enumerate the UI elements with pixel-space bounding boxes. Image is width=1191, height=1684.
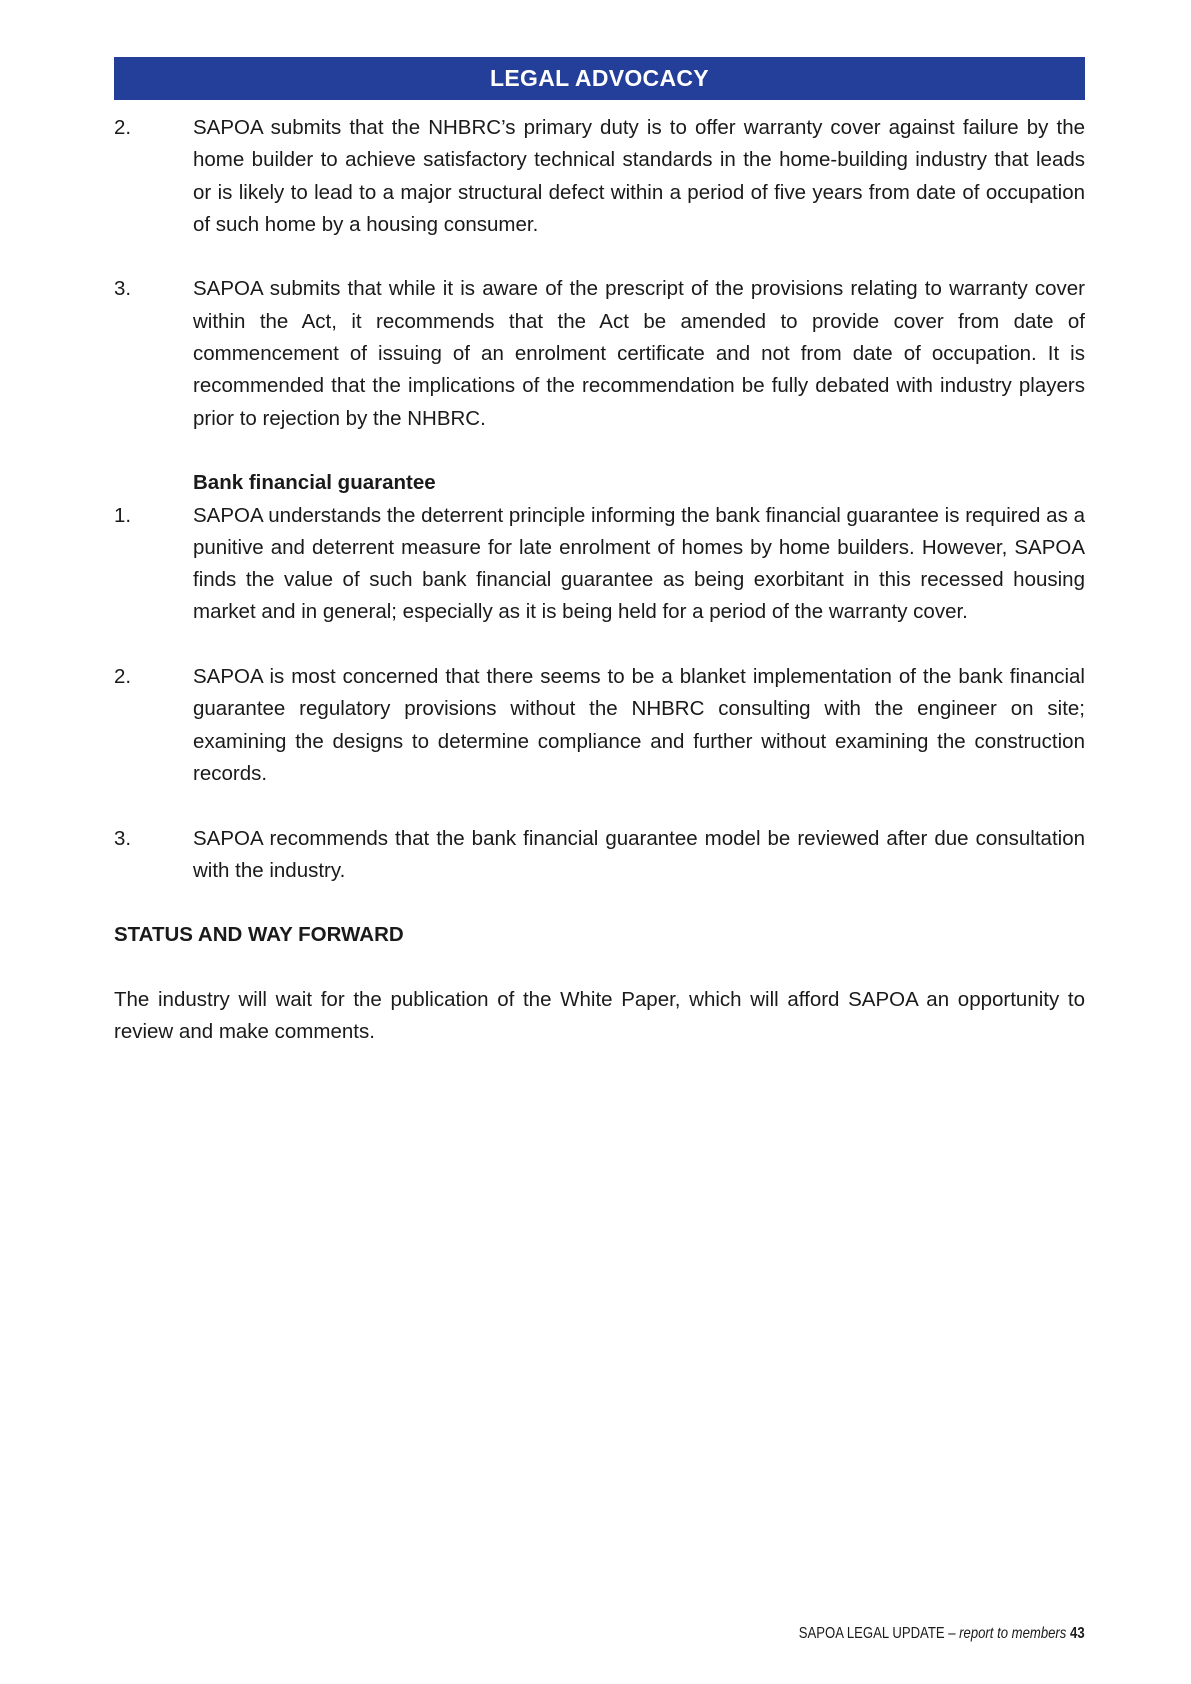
list-item-text: SAPOA submits that the NHBRC’s primary duty is to offer warranty cover against failure by the home builder to achieve satisfactory technical standards in the home-building industry that leads or is likely to lead to a major structural defect within a period of five years from date of occupation of such home by a housing consumer. — [193, 116, 1085, 236]
section-banner — [114, 57, 1085, 100]
footer-dash: – — [944, 1625, 960, 1642]
list-item — [114, 500, 1085, 629]
list-item-number: 1. — [114, 503, 132, 527]
list-item — [114, 661, 1085, 790]
section-heading: STATUS AND WAY FORWARD — [114, 923, 404, 947]
list-item-number: 3. — [114, 826, 132, 850]
status-paragraph: The industry will wait for the publication of the White Paper, which will afford SAPOA an opportunity to review and make comments. — [114, 988, 1085, 1044]
document-body — [114, 112, 1085, 1049]
footer-subtitle: report to members — [959, 1625, 1067, 1642]
subsection-heading: Bank financial guarantee — [193, 471, 436, 495]
list-item-number: 3. — [114, 277, 132, 301]
list-item — [114, 112, 1085, 241]
list-item-text: SAPOA submits that while it is aware of the prescript of the provisions relating to warranty cover within the Act, it recommends that the Act be amended to provide cover from date of commencement of issuing of an enrolment certificate and not from date of occupation. It is recommended that the implications of the recommendation be fully debated with industry players prior to rejection by the NHBRC. — [193, 277, 1085, 430]
list-item-text: SAPOA recommends that the bank financial guarantee model be reviewed after due consultation with the industry. — [193, 826, 1085, 882]
list-item-number: 2. — [114, 116, 132, 139]
list-item-number: 2. — [114, 665, 132, 689]
page-number: 43 — [1070, 1625, 1085, 1642]
page-footer — [799, 1625, 1085, 1643]
footer-publication: SAPOA LEGAL UPDATE — [799, 1625, 945, 1642]
section-title: LEGAL ADVOCACY — [490, 65, 709, 91]
list-item — [114, 273, 1085, 434]
list-item-text: SAPOA is most concerned that there seems to be a blanket implementation of the bank financial guarantee regulatory provisions without the NHBRC consulting with the engineer on site; examining the designs to determine compliance and further without examining the construction records. — [193, 665, 1085, 785]
list-item — [114, 823, 1085, 888]
list-item-text: SAPOA understands the deterrent principle informing the bank financial guarantee is required as a punitive and deterrent measure for late enrolment of homes by home builders. However, SAPOA finds the value of such bank financial guarantee as being exorbitant in this recessed housing market and in general; especially as it is being held for a period of the warranty cover. — [193, 503, 1085, 624]
